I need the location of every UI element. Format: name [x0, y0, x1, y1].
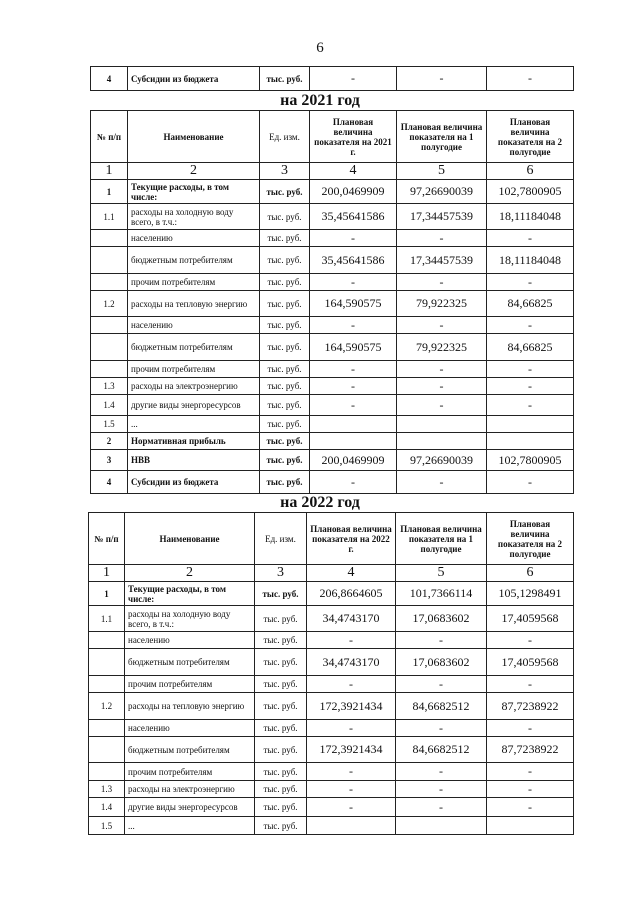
row-value-h2: -: [487, 676, 574, 693]
table-row: [89, 582, 574, 606]
row-value-total: [310, 416, 397, 433]
row-number: [89, 649, 125, 676]
row-value-total: 172,3921434: [307, 737, 396, 763]
row-value-h2: 17,4059568: [487, 606, 574, 632]
column-index: 2: [125, 565, 255, 582]
row-value-h2: -: [487, 632, 574, 649]
row-value-h1: 101,7366114: [396, 582, 487, 606]
table-row: [89, 632, 574, 649]
row-number: 1.3: [89, 781, 125, 798]
row-value-h1: -: [397, 274, 487, 291]
row-name: прочим потребителям: [128, 361, 260, 378]
row-unit: тыс. руб.: [255, 737, 307, 763]
column-index: 3: [255, 565, 307, 582]
row-value-total: [310, 433, 397, 450]
column-index: 3: [260, 163, 310, 180]
row-name: расходы на тепловую энергию: [128, 291, 260, 317]
table-row: [91, 471, 574, 494]
row-value-h1: 17,34457539: [397, 204, 487, 230]
row-value-h2: -: [487, 798, 574, 817]
row-value-total: -: [310, 361, 397, 378]
row-number: [91, 334, 128, 361]
row-name: Текущие расходы, в том числе:: [128, 180, 260, 204]
row-number: 4: [91, 471, 128, 494]
table-row: [89, 781, 574, 798]
row-name: бюджетным потребителям: [125, 649, 255, 676]
row-unit: тыс. руб.: [260, 433, 310, 450]
row-value-h1: 84,6682512: [396, 737, 487, 763]
row-unit: тыс. руб.: [255, 676, 307, 693]
row-number: 1: [91, 180, 128, 204]
row-unit: тыс. руб.: [255, 720, 307, 737]
header-total: Плановая величина показателя на 2022 г.: [307, 513, 396, 565]
table-row: [89, 720, 574, 737]
row-number: 1.1: [89, 606, 125, 632]
column-index: 4: [307, 565, 396, 582]
column-index: 5: [396, 565, 487, 582]
table-row: [91, 317, 574, 334]
table-row: [89, 676, 574, 693]
row-name: бюджетным потребителям: [128, 334, 260, 361]
row-value-h1: -: [397, 317, 487, 334]
table-row: [91, 361, 574, 378]
table-row: [91, 450, 574, 471]
table-2021: [90, 110, 574, 494]
row-number: 1.2: [89, 693, 125, 720]
row-unit: тыс. руб.: [260, 274, 310, 291]
row-name: прочим потребителям: [125, 676, 255, 693]
row-name: расходы на холодную воду всего, в т.ч.:: [125, 606, 255, 632]
row-value-h2: -: [487, 395, 574, 416]
row-name: расходы на тепловую энергию: [125, 693, 255, 720]
row-number: [89, 632, 125, 649]
row-value-h2: -: [487, 781, 574, 798]
table-row: [91, 180, 574, 204]
row-name: НВВ: [128, 450, 260, 471]
column-index: 1: [91, 163, 128, 180]
header-row: [89, 513, 574, 565]
row-unit: тыс. руб.: [260, 204, 310, 230]
row-name: населению: [125, 720, 255, 737]
row-unit: тыс. руб.: [255, 632, 307, 649]
row-value-h2: -: [487, 361, 574, 378]
row-value-h1: -: [396, 720, 487, 737]
table-row: [89, 606, 574, 632]
row-value-total: -: [310, 471, 397, 494]
row-unit: тыс. руб.: [255, 606, 307, 632]
column-index: 1: [89, 565, 125, 582]
row-unit: тыс. руб.: [255, 817, 307, 835]
header-half1: Плановая величина показателя на 1 полугодие: [396, 513, 487, 565]
row-name: ...: [125, 817, 255, 835]
row-value-total: 164,590575: [310, 334, 397, 361]
row-number: 2: [91, 433, 128, 450]
row-value-total: -: [310, 274, 397, 291]
row-value-h1: -: [397, 67, 487, 91]
row-name: Субсидии из бюджета: [128, 471, 260, 494]
column-index-row: [91, 163, 574, 180]
row-name: ...: [128, 416, 260, 433]
row-name: прочим потребителям: [128, 274, 260, 291]
row-unit: тыс. руб.: [255, 693, 307, 720]
row-value-h1: 17,34457539: [397, 247, 487, 274]
table-row: [91, 378, 574, 395]
row-name: населению: [125, 632, 255, 649]
row-name: Субсидии из бюджета: [128, 67, 260, 91]
row-value-h2: 17,4059568: [487, 649, 574, 676]
row-value-h1: -: [396, 763, 487, 781]
row-name: другие виды энергоресурсов: [125, 798, 255, 817]
row-value-total: -: [307, 798, 396, 817]
row-number: 1.3: [91, 378, 128, 395]
row-value-total: 34,4743170: [307, 606, 396, 632]
row-value-h1: -: [396, 676, 487, 693]
row-unit: тыс. руб.: [260, 378, 310, 395]
row-name: расходы на электроэнергию: [128, 378, 260, 395]
row-value-h1: 97,26690039: [397, 180, 487, 204]
row-value-h2: -: [487, 471, 574, 494]
row-value-h1: -: [397, 378, 487, 395]
column-index: 6: [487, 163, 574, 180]
row-number: [89, 737, 125, 763]
row-unit: тыс. руб.: [260, 361, 310, 378]
row-number: 4: [91, 67, 128, 91]
row-value-h2: -: [487, 720, 574, 737]
row-value-total: 172,3921434: [307, 693, 396, 720]
row-value-total: -: [307, 720, 396, 737]
header-unit: Ед. изм.: [260, 111, 310, 163]
row-unit: тыс. руб.: [260, 180, 310, 204]
table-row: [91, 433, 574, 450]
row-value-total: -: [310, 378, 397, 395]
row-value-h1: -: [397, 230, 487, 247]
row-value-total: -: [310, 230, 397, 247]
row-number: [91, 247, 128, 274]
row-value-h1: 97,26690039: [397, 450, 487, 471]
row-value-h1: 17,0683602: [396, 606, 487, 632]
row-value-h2: -: [487, 378, 574, 395]
header-name: Наименование: [125, 513, 255, 565]
header-half1: Плановая величина показателя на 1 полугодие: [397, 111, 487, 163]
row-number: [91, 230, 128, 247]
table-row: [91, 247, 574, 274]
row-value-h1: -: [397, 361, 487, 378]
row-value-h2: 102,7800905: [487, 450, 574, 471]
table-row: [91, 291, 574, 317]
row-number: 1.5: [89, 817, 125, 835]
table-row: [89, 649, 574, 676]
column-index: 2: [128, 163, 260, 180]
row-value-h2: 84,66825: [487, 334, 574, 361]
table-row: [91, 334, 574, 361]
row-value-h2: -: [487, 274, 574, 291]
row-value-h2: 84,66825: [487, 291, 574, 317]
row-value-h2: -: [487, 317, 574, 334]
table-2022-body: [89, 582, 574, 835]
row-name: бюджетным потребителям: [125, 737, 255, 763]
row-value-h2: -: [487, 763, 574, 781]
row-value-total: -: [307, 781, 396, 798]
row-number: 1.1: [91, 204, 128, 230]
page-number: 6: [316, 40, 324, 56]
row-value-h1: -: [396, 781, 487, 798]
header-num: № п/п: [91, 111, 128, 163]
row-unit: тыс. руб.: [260, 291, 310, 317]
row-number: [91, 274, 128, 291]
column-index: 5: [397, 163, 487, 180]
row-name: расходы на холодную воду всего, в т.ч.:: [128, 204, 260, 230]
row-value-h1: 84,6682512: [396, 693, 487, 720]
table-2022: [88, 512, 574, 835]
row-value-h2: -: [487, 230, 574, 247]
row-value-total: 200,0469909: [310, 180, 397, 204]
row-unit: тыс. руб.: [255, 582, 307, 606]
row-value-total: 206,8664605: [307, 582, 396, 606]
row-name: другие виды энергоресурсов: [128, 395, 260, 416]
row-unit: тыс. руб.: [260, 317, 310, 334]
row-unit: тыс. руб.: [260, 416, 310, 433]
column-index: 4: [310, 163, 397, 180]
row-unit: тыс. руб.: [260, 450, 310, 471]
row-unit: тыс. руб.: [260, 395, 310, 416]
table-row: [89, 817, 574, 835]
row-number: 1: [89, 582, 125, 606]
row-unit: тыс. руб.: [260, 247, 310, 274]
row-unit: тыс. руб.: [260, 471, 310, 494]
row-value-h1: -: [397, 395, 487, 416]
row-value-h1: [396, 817, 487, 835]
row-value-h1: 79,922325: [397, 291, 487, 317]
row-number: [91, 361, 128, 378]
row-unit: тыс. руб.: [260, 334, 310, 361]
table-row: [91, 395, 574, 416]
header-row: [91, 111, 574, 163]
row-value-total: 164,590575: [310, 291, 397, 317]
row-value-h1: [397, 416, 487, 433]
table-row: [91, 67, 574, 91]
row-value-total: -: [310, 395, 397, 416]
table-row: [91, 416, 574, 433]
table-row: [91, 204, 574, 230]
row-name: населению: [128, 230, 260, 247]
row-number: [89, 720, 125, 737]
top-continuation-table: [90, 66, 574, 91]
row-value-h2: [487, 416, 574, 433]
row-value-h2: 18,11184048: [487, 247, 574, 274]
row-name: прочим потребителям: [125, 763, 255, 781]
header-num: № п/п: [89, 513, 125, 565]
row-value-h2: 87,7238922: [487, 737, 574, 763]
row-number: 1.5: [91, 416, 128, 433]
row-value-h1: -: [397, 471, 487, 494]
row-value-h2: -: [487, 67, 574, 91]
row-name: Текущие расходы, в том числе:: [125, 582, 255, 606]
row-number: 1.2: [91, 291, 128, 317]
row-value-h1: [397, 433, 487, 450]
row-unit: тыс. руб.: [255, 798, 307, 817]
table-2022-title: на 2022 год: [280, 494, 360, 511]
row-value-h1: 79,922325: [397, 334, 487, 361]
table-2021-body: [91, 180, 574, 494]
row-value-total: [307, 817, 396, 835]
column-index: 6: [487, 565, 574, 582]
row-number: 1.4: [89, 798, 125, 817]
row-value-h2: 18,11184048: [487, 204, 574, 230]
row-value-total: -: [307, 763, 396, 781]
table-row: [89, 798, 574, 817]
row-value-h1: 17,0683602: [396, 649, 487, 676]
row-value-h1: -: [396, 798, 487, 817]
row-number: [89, 676, 125, 693]
table-2021-title: на 2021 год: [280, 92, 360, 109]
row-number: 1.4: [91, 395, 128, 416]
table-row: [91, 274, 574, 291]
row-number: 3: [91, 450, 128, 471]
row-unit: тыс. руб.: [260, 230, 310, 247]
row-unit: тыс. руб.: [255, 649, 307, 676]
row-value-h2: [487, 817, 574, 835]
header-half2: Плановая величина показателя на 2 полугодие: [487, 513, 574, 565]
row-value-total: -: [310, 67, 397, 91]
row-value-total: 35,45641586: [310, 247, 397, 274]
row-unit: тыс. руб.: [260, 67, 310, 91]
header-half2: Плановая величина показателя на 2 полугодие: [487, 111, 574, 163]
table-row: [91, 230, 574, 247]
table-row: [89, 737, 574, 763]
header-total: Плановая величина показателя на 2021 г.: [310, 111, 397, 163]
row-value-total: -: [307, 632, 396, 649]
row-value-h1: -: [396, 632, 487, 649]
header-unit: Ед. изм.: [255, 513, 307, 565]
row-value-h2: 102,7800905: [487, 180, 574, 204]
row-value-h2: 87,7238922: [487, 693, 574, 720]
row-name: Нормативная прибыль: [128, 433, 260, 450]
row-value-total: -: [307, 676, 396, 693]
row-number: [91, 317, 128, 334]
table-row: [89, 693, 574, 720]
row-name: населению: [128, 317, 260, 334]
row-name: бюджетным потребителям: [128, 247, 260, 274]
row-value-total: 35,45641586: [310, 204, 397, 230]
row-value-total: 34,4743170: [307, 649, 396, 676]
row-value-total: -: [310, 317, 397, 334]
row-value-h2: 105,1298491: [487, 582, 574, 606]
table-row: [89, 763, 574, 781]
row-value-total: 200,0469909: [310, 450, 397, 471]
row-unit: тыс. руб.: [255, 781, 307, 798]
row-number: [89, 763, 125, 781]
row-value-h2: [487, 433, 574, 450]
row-unit: тыс. руб.: [255, 763, 307, 781]
column-index-row: [89, 565, 574, 582]
row-name: расходы на электроэнергию: [125, 781, 255, 798]
header-name: Наименование: [128, 111, 260, 163]
